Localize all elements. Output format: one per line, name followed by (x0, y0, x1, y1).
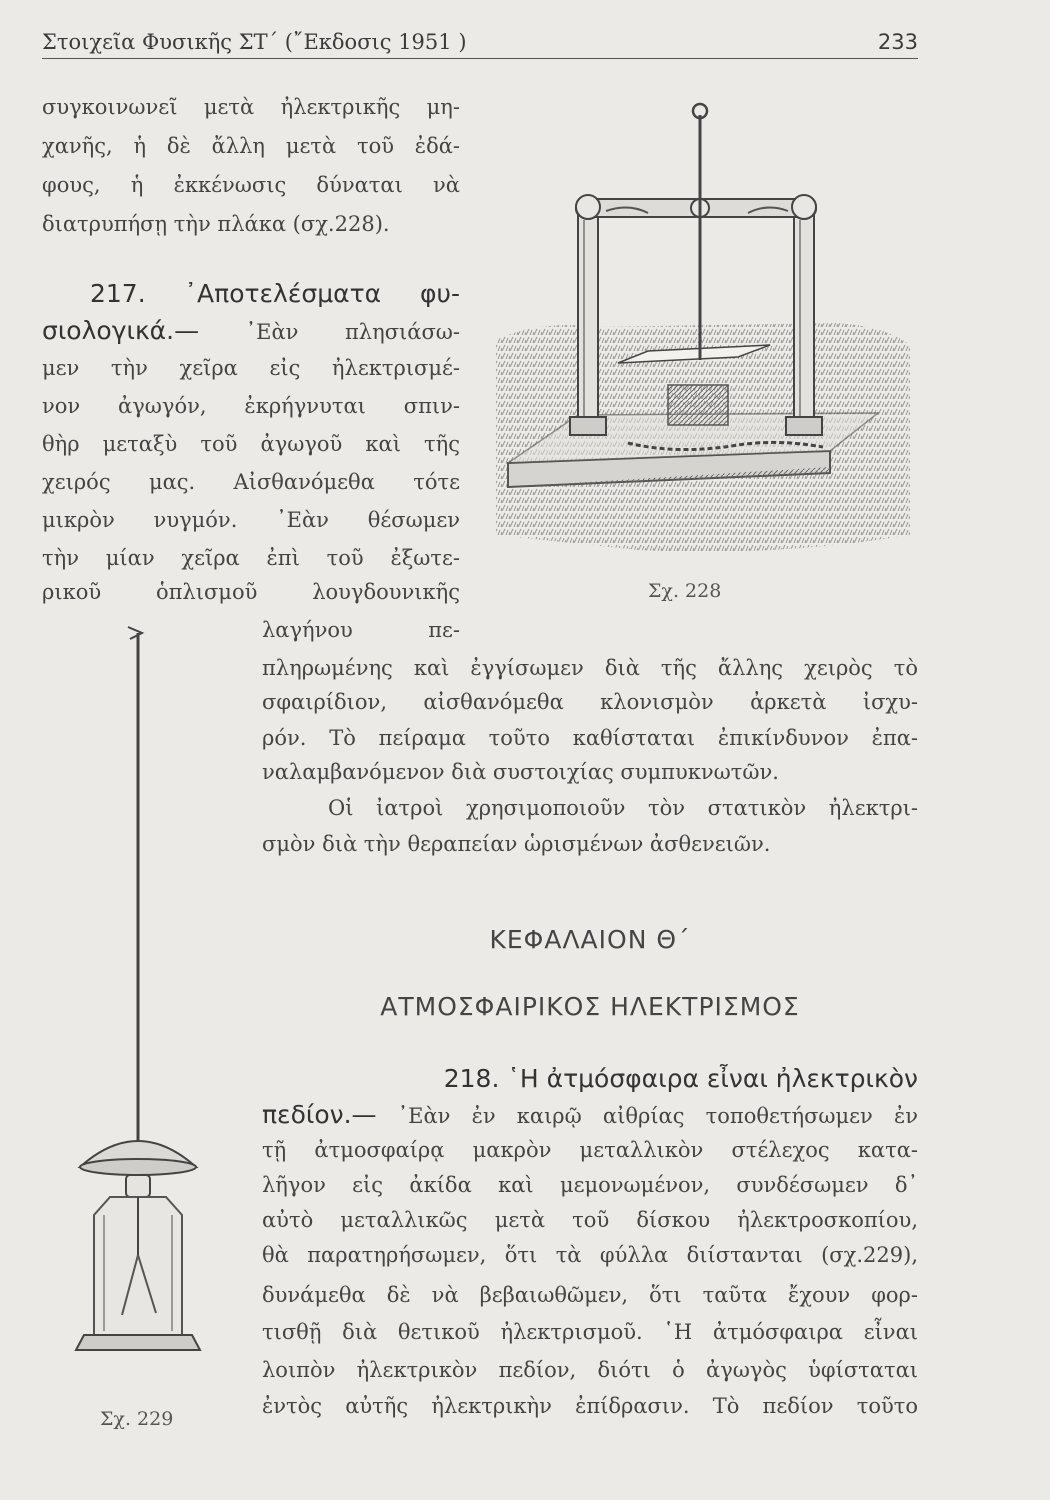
s217-line-3: θὴρ μεταξὺ τοῦ ἀγωγοῦ καὶ τῆς (42, 432, 460, 456)
s217-line-12: ναλαμβανόμενον διὰ συστοιχίας συμπυκνωτῶν. (262, 760, 779, 784)
s218-line-8: ἐντὸς αὐτῆς ἠλεκτρικὴν ἐπίδρασιν. Τὸ πεδίον τοῦτο (262, 1394, 918, 1418)
s217-line-7: ρικοῦ ὁπλισμοῦ λουγδουνικῆς (42, 580, 460, 604)
intro-line-3: φους, ἡ ἐκκένωσις δύναται νὰ (42, 173, 460, 197)
figure-229-caption: Σχ. 229 (100, 1408, 174, 1430)
section-217-heading: 217. ᾿Αποτελέσματα φυ- (90, 279, 460, 308)
s217-line-13: Οἱ ἰατροὶ χρησιμοποιοῦν τὸν στατικὸν ἠλεκτρι- (328, 796, 918, 820)
s217-line-1: μεν τὴν χεῖρα εἰς ἠλεκτρισμέ- (42, 356, 460, 380)
s218-line-3: αὐτὸ μεταλλικῶς μετὰ τοῦ δίσκου ἠλεκτροσκοπίου, (262, 1208, 918, 1232)
s217-line-6: τὴν μίαν χεῖρα ἐπὶ τοῦ ἐξωτε- (42, 546, 460, 570)
running-header (42, 30, 918, 60)
s217-line-9: πληρωμένης καὶ ἐγγίσωμεν διὰ τῆς ἄλλης χειρὸς τὸ (262, 656, 918, 680)
section-218-heading-rest: ᾿Εὰν ἐν καιρῷ αἰθρίας τοποθετήσωμεν ἐν (376, 1104, 918, 1128)
s217-line-10: σφαιρίδιον, αἰσθανόμεθα κλονισμὸν ἀρκετὰ ἰσχυ- (262, 690, 918, 714)
s218-line-4: θὰ παρατηρήσωμεν, ὅτι τὰ φύλλα διίστανται (σχ.229), (262, 1243, 918, 1267)
figure-228-caption: Σχ. 228 (648, 580, 722, 602)
chapter-title: ΑΤΜΟΣΦΑΙΡΙΚΟΣ ΗΛΕΚΤΡΙΣΜΟΣ (380, 992, 800, 1021)
figure-229-illustration (70, 615, 250, 1355)
intro-line-2: χανῆς, ἡ δὲ ἄλλη μετὰ τοῦ ἐδά- (42, 134, 460, 158)
figure-228-illustration (478, 95, 918, 575)
running-title: Στοιχεῖα Φυσικῆς ΣΤ΄ (῎Εκδοσις 1951 ) (42, 30, 467, 54)
s217-line-2: νον ἀγωγόν, ἐκρήγνυται σπιν- (42, 394, 460, 418)
s218-line-7: λοιπὸν ἠλεκτρικὸν πεδίον, διότι ὁ ἀγωγὸς ὑφίσταται (262, 1358, 918, 1382)
section-218-heading-line2 (262, 1100, 918, 1129)
s217-line-11: ρόν. Τὸ πείραμα τοῦτο καθίσταται ἐπικίνδυνον ἐπα- (262, 726, 918, 750)
section-218-heading-bold: πεδίον.— (262, 1100, 377, 1129)
header-rule (42, 58, 918, 59)
section-218-heading: 218. ῾Η ἀτμόσφαιρα εἶναι ἠλεκτρικὸν (443, 1064, 918, 1093)
chapter-label: ΚΕΦΑΛΑΙΟΝ Θ΄ (489, 925, 691, 954)
s217-line-4: χειρός μας. Αἰσθανόμεθα τότε (42, 470, 460, 494)
s218-line-2: λῆγον εἰς ἀκίδα καὶ μεμονωμένον, συνδέσωμεν δ᾿ (262, 1173, 918, 1197)
section-217-heading-line2 (42, 316, 460, 345)
page-number: 233 (877, 30, 918, 54)
s218-line-6: τισθῇ διὰ θετικοῦ ἠλεκτρισμοῦ. ῾Η ἀτμόσφαιρα εἶναι (262, 1320, 918, 1344)
section-217-heading-bold: σιολογικά.— (42, 316, 200, 345)
s217-line-5: μικρὸν νυγμόν. ᾿Εὰν θέσωμεν (42, 508, 460, 532)
s218-line-5: δυνάμεθα δὲ νὰ βεβαιωθῶμεν, ὅτι ταῦτα ἔχουν φορ- (262, 1283, 918, 1307)
s218-line-1: τῇ ἀτμοσφαίρᾳ μακρὸν μεταλλικὸν στέλεχος κατα- (262, 1138, 918, 1162)
intro-line-1: συγκοινωνεῖ μετὰ ἠλεκτρικῆς μη- (42, 95, 460, 119)
s217-line-8: λαγήνου πε- (262, 618, 460, 642)
intro-line-4: διατρυπήσῃ τὴν πλάκα (σχ.228). (42, 212, 390, 236)
s217-line-14: σμὸν διὰ τὴν θεραπείαν ὡρισμένων ἀσθενειῶν. (262, 832, 771, 856)
section-217-heading-rest: ᾿Εὰν πλησιάσω- (199, 320, 460, 344)
